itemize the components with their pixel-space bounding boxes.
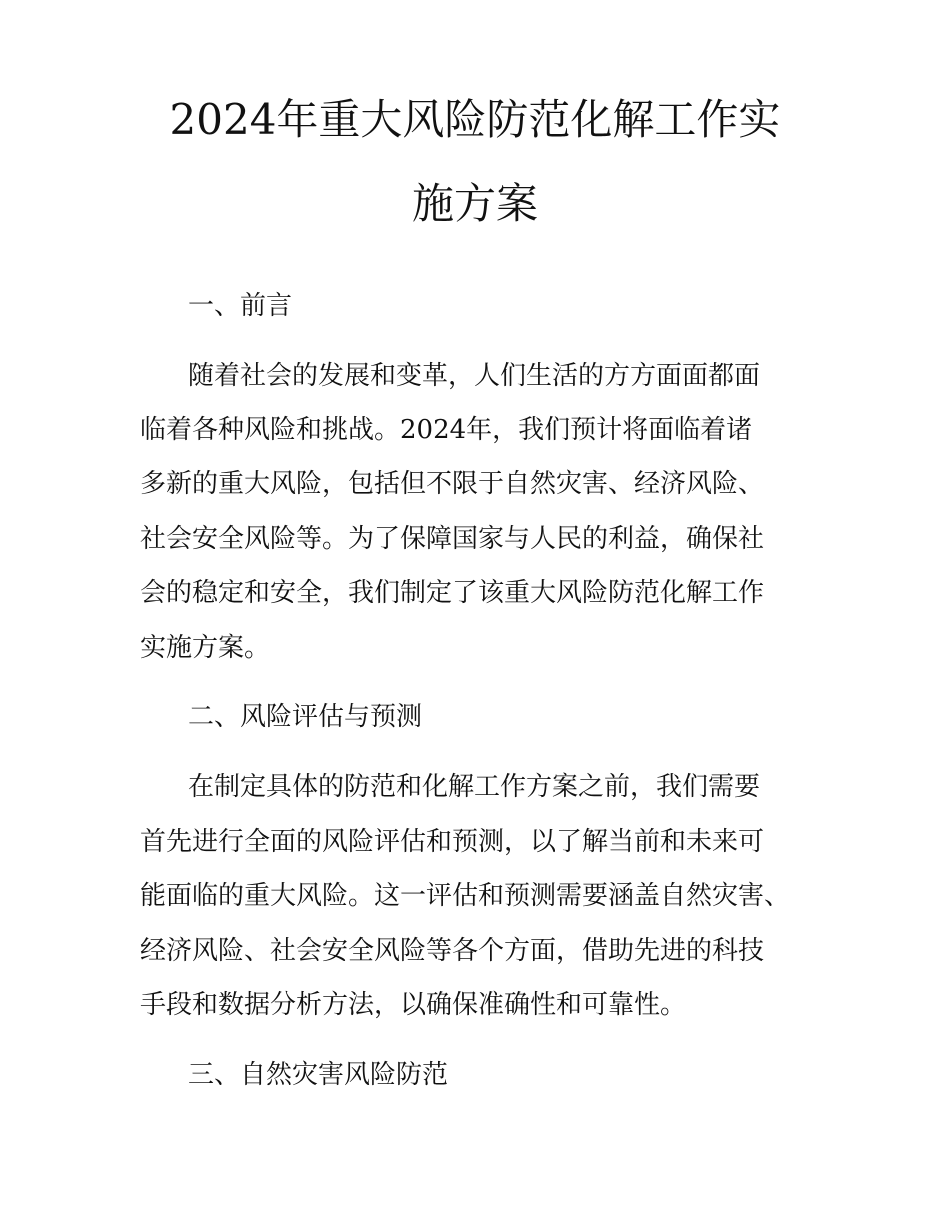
paragraph-line: 随着社会的发展和变革，人们生活的方方面面都面: [188, 361, 761, 391]
paragraph-line: 多新的重大风险，包括但不限于自然灾害、经济风险、: [140, 469, 765, 499]
section-heading-risk-assessment: 二、风险评估与预测: [188, 702, 423, 732]
paragraph-line: 能面临的重大风险。这一评估和预测需要涵盖自然灾害、: [140, 881, 791, 911]
paragraph-line: 会的稳定和安全，我们制定了该重大风险防范化解工作: [140, 578, 765, 608]
paragraph-line: 首先进行全面的风险评估和预测，以了解当前和未来可: [140, 827, 765, 857]
paragraph-line: 社会安全风险等。为了保障国家与人民的利益，确保社: [140, 524, 765, 554]
section-heading-natural-disaster: 三、自然灾害风险防范: [188, 1060, 449, 1090]
paragraph-line: 手段和数据分析方法，以确保准确性和可靠性。: [140, 990, 687, 1020]
document-title-line-2: 施方案: [411, 179, 538, 228]
paragraph-line: 在制定具体的防范和化解工作方案之前，我们需要: [188, 772, 761, 802]
document-title-line-1: 2024年重大风险防范化解工作实: [169, 95, 781, 144]
section-heading-preface: 一、前言: [188, 291, 293, 321]
paragraph-line: 临着各种风险和挑战。2024年，我们预计将面临着诸: [140, 415, 753, 445]
paragraph-line: 经济风险、社会安全风险等各个方面，借助先进的科技: [140, 936, 765, 966]
paragraph-line: 实施方案。: [140, 633, 271, 663]
